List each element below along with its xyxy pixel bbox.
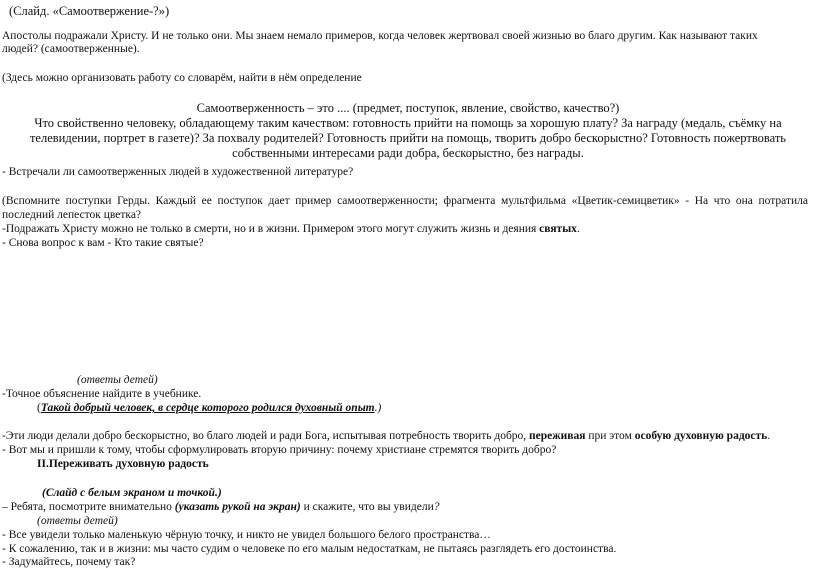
good-deeds-mid: при этом (585, 430, 635, 442)
spiritual-joy-phrase: особую духовную радость (634, 430, 768, 442)
imitate-christ-text: -Подражать Христу можно не только в смерти, но и в жизни. Примером этого могут служить жизнь и деяния (2, 223, 540, 235)
slide-note: (Слайд. «Самоотвержение-?») (9, 4, 170, 18)
think-why-line: - Задумайтесь, почему так? (2, 556, 136, 568)
exact-explanation: -Точное объяснение найдите в учебнике. (2, 388, 202, 400)
question-literature: - Встречали ли самоотверженных людей в художественной литературе? (2, 166, 354, 178)
section-heading-2: II.Переживать духовную радость (37, 458, 209, 470)
experiencing-word: переживая (529, 430, 586, 442)
imitate-christ-end: . (576, 223, 580, 235)
what-you-saw-text: и скажите, что вы увидели (300, 501, 434, 513)
question-mark: ? (433, 501, 440, 513)
children-answers-2: (ответы детей) (37, 515, 118, 527)
definition-line2: Что свойственно человеку, обладающему таким качеством: готовность прийти на помощь за хорошую плату? За награду (медаль, съёмку на (34, 116, 782, 130)
paragraph-good-deeds (2, 430, 770, 443)
gerda-paragraph-line2: последний лепесток цветка? (2, 209, 142, 221)
quote-close: .) (374, 402, 382, 414)
definition-line3: телевидении, портрет в газете)? За похвалу родителей? Готовность прийти на помощь, творить добро бескорыстно? Готовность пожертвовать (29, 131, 787, 145)
question-saints: - Снова вопрос к вам - Кто такие святые? (2, 237, 204, 249)
slide-white-screen-note: (Слайд с белым экраном и точкой.) (42, 487, 222, 499)
saints-word: святых (539, 223, 577, 235)
black-dot-line: - Все увидели только маленькую чёрную точку, и никто не увидел большого белого пространства… (2, 529, 491, 541)
definition-line1: Самоотверженность – это .... (предмет, поступок, явление, свойство, качество?) (196, 101, 620, 115)
quote-text: Такой добрый человек, в сердце которого родился духовный опыт (40, 402, 375, 414)
paragraph-apostles-line2: людей? (самоотверженные). (2, 43, 140, 55)
definition-line4: собственными интересами ради добра, бескорыстно, без награды. (232, 146, 584, 160)
gerda-paragraph-line1: (Вспомните поступки Герды. Каждый ее поступок дает пример самоотверженности; фрагмента мультфильма «Цветик-семицветик» - На что она потратила (2, 195, 808, 207)
look-carefully-line (2, 501, 439, 514)
quote-open: ( (37, 402, 41, 414)
good-deeds-text: -Эти люди делали добро бескорыстно, во благо людей и ради Бога, испытывая потребность творить добро, (2, 430, 530, 442)
good-deeds-end: . (767, 430, 771, 442)
quote-line (37, 402, 381, 415)
second-reason-question: - Вот мы и пришли к тому, чтобы сформулировать вторую причину: почему христиане стремятся творить добро? (2, 444, 557, 456)
point-at-screen-note: (указать рукой на экран) (174, 501, 301, 513)
paragraph-apostles-line1: Апостолы подражали Христу. И не только они. Мы знаем немало примеров, когда человек жертвовал своей жизнью во благо другим. Как называют таких (2, 30, 758, 42)
children-answers-1: (ответы детей) (77, 374, 158, 386)
look-carefully-text: – Ребята, посмотрите внимательно (2, 501, 175, 513)
dictionary-note: (Здесь можно организовать работу со словарём, найти в нём определение (2, 72, 362, 84)
judging-people-line: - К сожалению, так и в жизни: мы часто судим о человеке по его малым недостаткам, не пытаясь разглядеть его достоинства. (2, 543, 617, 555)
imitate-christ-line (2, 223, 580, 236)
